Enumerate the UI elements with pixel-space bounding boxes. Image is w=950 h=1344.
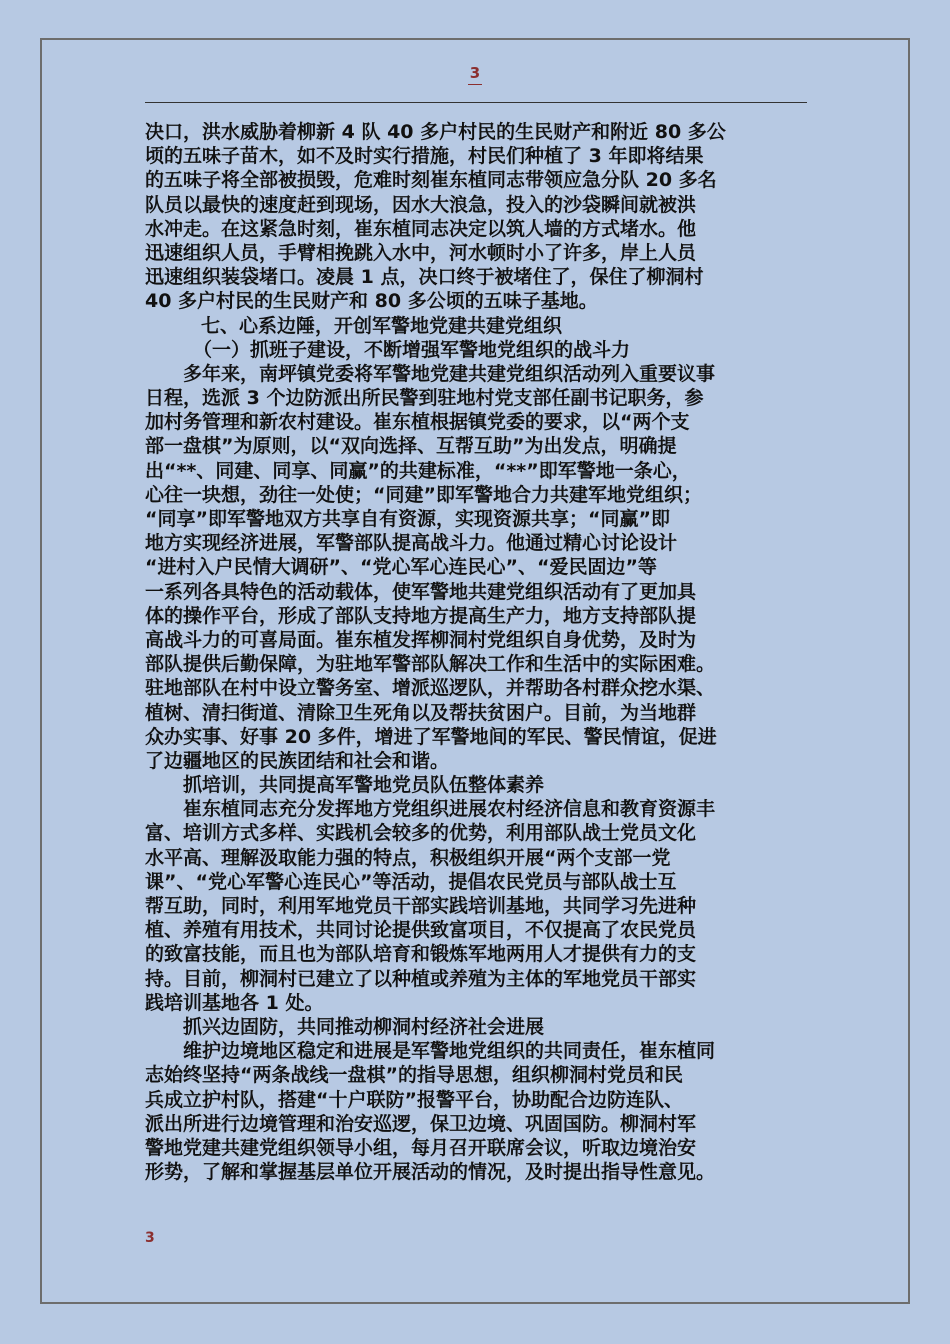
body-line: 迅速组织装袋堵口。凌晨 1 点，决口终于被堵住了，保住了柳洞村 xyxy=(145,266,704,289)
body-line: 高战斗力的可喜局面。崔东植发挥柳洞村党组织自身优势，及时为 xyxy=(145,628,697,651)
body-line: 多年来，南坪镇党委将军警地党建共建党组织活动列入重要议事 xyxy=(183,362,716,385)
body-line: 志始终坚持“两条战线一盘棋”的指导思想，组织柳洞村党员和民 xyxy=(145,1064,683,1087)
paragraph-heading: 抓兴边固防，共同推动柳洞村经济社会进展 xyxy=(183,1015,545,1038)
body-line: 众办实事、好事 20 多件，增进了军警地间的军民、警民情谊，促进 xyxy=(145,725,717,748)
body-line: 决口，洪水威胁着柳新 4 队 40 多户村民的生民财产和附近 80 多公 xyxy=(145,121,726,143)
body-line: 维护边境地区稳定和进展是军警地党组织的共同责任，崔东植同 xyxy=(183,1040,716,1063)
body-line: 40 多户村民的生民财产和 80 多公顷的五味子基地。 xyxy=(145,290,598,313)
body-line: 部队提供后勤保障，为驻地军警部队解决工作和生活中的实际困难。 xyxy=(145,653,716,676)
body-line: “进村入户民情大调研”、“党心军心连民心”、“爱民固边”等 xyxy=(145,556,657,579)
body-line: 的致富技能，而且也为部队培育和锻炼军地两用人才提供有力的支 xyxy=(145,943,697,966)
header-rule xyxy=(145,102,807,103)
body-line: 部一盘棋”为原则，以“双向选择、互帮互助”为出发点，明确提 xyxy=(145,435,677,458)
body-line: 警地党建共建党组织领导小组，每月召开联席会议，听取边境治安 xyxy=(145,1136,697,1159)
paragraph-heading: 抓培训，共同提高军警地党员队伍整体素养 xyxy=(183,774,545,797)
body-line: 课”、“党心军警心连民心”等活动，提倡农民党员与部队战士互 xyxy=(145,870,677,893)
body-line: 加村务管理和新农村建设。崔东植根据镇党委的要求，以“两个支 xyxy=(145,411,690,434)
body-line: 派出所进行边境管理和治安巡逻，保卫边境、巩固国防。柳洞村军 xyxy=(145,1112,697,1135)
header-page-number xyxy=(0,64,950,85)
body-line: 的五味子将全部被损毁，危难时刻崔东植同志带领应急分队 20 多名 xyxy=(145,169,717,192)
body-line: 体的操作平台，形成了部队支持地方提高生产力，地方支持部队提 xyxy=(145,604,697,627)
body-line: 心往一块想，劲往一处使；“同建”即军警地合力共建军地党组织； xyxy=(145,483,702,506)
body-line: 队员以最快的速度赶到现场，因水大浪急，投入的沙袋瞬间就被洪 xyxy=(145,193,697,216)
body-line: “同享”即军警地双方共享自有资源，实现资源共享；“同赢”即 xyxy=(145,508,670,530)
body-line: 日程，选派 3 个边防派出所民警到驻地村党支部任副书记职务，参 xyxy=(145,387,704,410)
header-page-number-text: 3 xyxy=(468,64,482,85)
body-line: 帮互助，同时，利用军地党员干部实践培训基地，共同学习先进种 xyxy=(145,895,697,917)
body-line: 水平高、理解汲取能力强的特点，积极组织开展“两个支部一党 xyxy=(145,846,671,869)
body-line: 地方实现经济进展，军警部队提高战斗力。他通过精心讨论设计 xyxy=(145,532,678,555)
body-line: 形势，了解和掌握基层单位开展活动的情况，及时提出指导性意见。 xyxy=(145,1161,716,1184)
body-line: 出“**、同建、同享、同赢”的共建标准，“**”即军警地一条心， xyxy=(145,459,691,482)
body-line: 植、养殖有用技术，共同讨论提供致富项目，不仅提高了农民党员 xyxy=(145,919,697,942)
section-heading: 七、心系边陲，开创军警地党建共建党组织 xyxy=(201,314,563,337)
body-line: 驻地部队在村中设立警务室、增派巡逻队，并帮助各村群众挖水渠、 xyxy=(145,677,716,700)
body-line: 践培训基地各 1 处。 xyxy=(145,991,324,1014)
footer-page-number: 3 xyxy=(145,1230,155,1246)
body-line: 顷的五味子苗木，如不及时实行措施，村民们种植了 3 年即将结果 xyxy=(145,145,704,168)
body-line: 兵成立护村队，搭建“十户联防”报警平台，协助配合边防连队、 xyxy=(145,1088,683,1111)
body-line: 水冲走。在这紧急时刻，崔东植同志决定以筑人墙的方式堵水。他 xyxy=(145,217,697,240)
body-line: 植树、清扫街道、清除卫生死角以及帮扶贫困户。目前，为当地群 xyxy=(145,701,697,724)
body-line: 富、培训方式多样、实践机会较多的优势，利用部队战士党员文化 xyxy=(145,822,697,845)
subsection-heading: （一）抓班子建设，不断增强军警地党组织的战斗力 xyxy=(193,338,631,361)
body-line: 迅速组织人员，手臂相挽跳入水中，河水顿时小了许多，岸上人员 xyxy=(145,241,697,264)
body-line: 崔东植同志充分发挥地方党组织进展农村经济信息和教育资源丰 xyxy=(183,798,716,821)
document-body xyxy=(145,120,815,1184)
body-line: 持。目前，柳洞村已建立了以种植或养殖为主体的军地党员干部实 xyxy=(145,967,697,990)
body-line: 了边疆地区的民族团结和社会和谐。 xyxy=(145,749,450,772)
body-line: 一系列各具特色的活动载体，使军警地共建党组织活动有了更加具 xyxy=(145,580,697,603)
